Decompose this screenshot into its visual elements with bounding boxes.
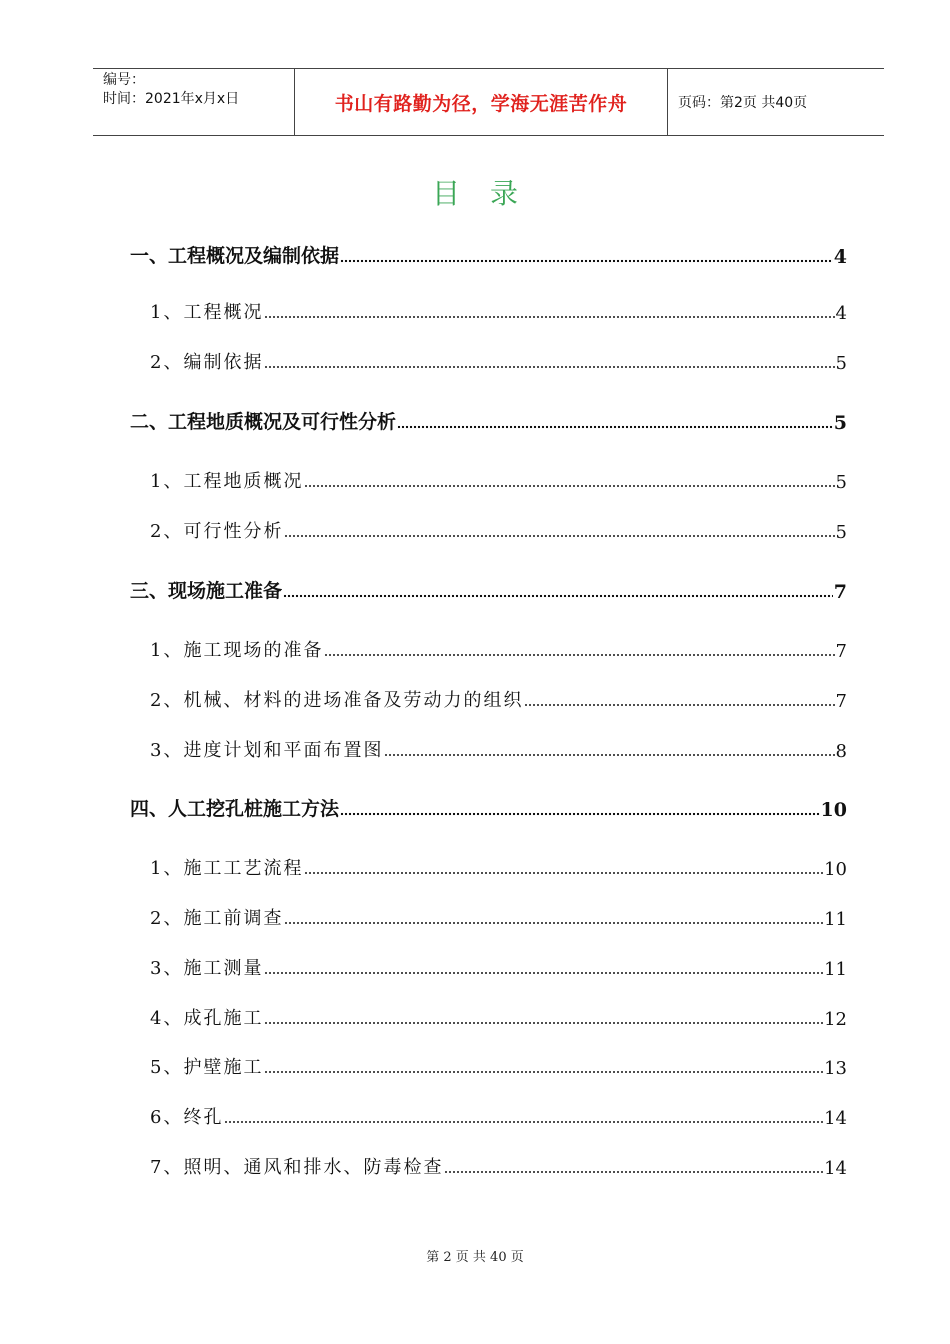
toc-dot-leader — [264, 315, 834, 319]
toc-section-entry[interactable] — [130, 1049, 847, 1079]
number-label: 编号： — [103, 72, 145, 88]
toc-entry-page: 4 — [835, 303, 847, 324]
toc-entry-label: 2、施工前调查 — [150, 908, 284, 929]
toc-dot-leader — [340, 259, 833, 263]
toc-entry-label: 1、施工工艺流程 — [150, 858, 304, 879]
toc-entry-label: 7、照明、通风和排水、防毒检查 — [150, 1157, 444, 1178]
toc-chapter-entry[interactable] — [130, 404, 847, 434]
toc-dot-leader — [324, 653, 834, 657]
header-page-info: 页码：第2页 共40页 — [678, 95, 808, 111]
toc-entry-page: 13 — [824, 1058, 847, 1079]
toc-section-entry[interactable] — [130, 1099, 847, 1129]
toc-dot-leader — [304, 871, 823, 875]
toc-entry-page: 11 — [824, 909, 847, 930]
toc-section-entry[interactable] — [130, 463, 847, 493]
toc-section-entry[interactable] — [130, 632, 847, 662]
toc-entry-page: 5 — [833, 412, 847, 434]
toc-entry-page: 4 — [833, 246, 847, 268]
toc-dot-leader — [264, 1070, 823, 1074]
toc-chapter-entry[interactable] — [130, 238, 847, 268]
toc-section-entry[interactable] — [130, 732, 847, 762]
toc-dot-leader — [264, 1021, 823, 1025]
toc-entry-label: 四、人工挖孔桩施工方法 — [130, 798, 340, 820]
toc-section-entry[interactable] — [130, 850, 847, 880]
toc-entry-label: 6、终孔 — [150, 1107, 224, 1128]
toc-entry-label: 二、工程地质概况及可行性分析 — [130, 411, 397, 433]
toc-entry-page: 8 — [835, 741, 847, 762]
page-footer: 第 2 页 共 40 页 — [426, 1250, 524, 1265]
toc-dot-leader — [264, 365, 834, 369]
toc-dot-leader — [397, 425, 833, 429]
toc-entry-label: 3、进度计划和平面布置图 — [150, 740, 384, 761]
toc-section-entry[interactable] — [130, 344, 847, 374]
toc-entry-label: 4、成孔施工 — [150, 1008, 264, 1029]
toc-section-entry[interactable] — [130, 294, 847, 324]
toc-dot-leader — [524, 703, 834, 707]
toc-entry-label: 1、工程地质概况 — [150, 471, 304, 492]
toc-section-entry[interactable] — [130, 682, 847, 712]
toc-entry-label: 2、可行性分析 — [150, 521, 284, 542]
toc-entry-page: 7 — [835, 641, 847, 662]
toc-entry-label: 一、工程概况及编制依据 — [130, 245, 340, 267]
time-label: 时间：2021年x月x日 — [103, 91, 240, 107]
toc-dot-leader — [224, 1120, 823, 1124]
toc-section-entry[interactable] — [130, 1149, 847, 1179]
toc-section-entry[interactable] — [130, 900, 847, 930]
toc-dot-leader — [283, 594, 833, 598]
toc-entry-page: 10 — [824, 859, 847, 880]
toc-section-entry[interactable] — [130, 950, 847, 980]
toc-entry-label: 3、施工测量 — [150, 958, 264, 979]
toc-section-entry[interactable] — [130, 1000, 847, 1030]
toc-entry-page: 5 — [835, 472, 847, 493]
toc-dot-leader — [384, 753, 834, 757]
toc-dot-leader — [340, 812, 820, 816]
toc-entry-label: 5、护壁施工 — [150, 1057, 264, 1078]
toc-section-entry[interactable] — [130, 513, 847, 543]
toc-dot-leader — [284, 534, 834, 538]
toc-chapter-entry[interactable] — [130, 791, 847, 821]
toc-entry-page: 7 — [833, 581, 847, 603]
toc-entry-page: 5 — [835, 522, 847, 543]
toc-dot-leader — [284, 921, 823, 925]
toc-dot-leader — [444, 1170, 823, 1174]
motto: 书山有路勤为径，学海无涯苦作舟 — [295, 69, 668, 135]
toc-dot-leader — [304, 484, 834, 488]
toc-entry-page: 12 — [824, 1009, 847, 1030]
toc-dot-leader — [264, 971, 823, 975]
toc-entry-page: 14 — [824, 1158, 847, 1179]
toc-entry-page: 7 — [835, 691, 847, 712]
header-meta-cell — [93, 69, 295, 135]
toc-entry-label: 1、施工现场的准备 — [150, 640, 324, 661]
toc-entry-label: 三、现场施工准备 — [130, 580, 283, 602]
header-table — [93, 68, 884, 136]
toc-entry-label: 2、机械、材料的进场准备及劳动力的组织 — [150, 690, 524, 711]
toc-chapter-entry[interactable] — [130, 573, 847, 603]
toc-title: 目录 — [431, 177, 548, 210]
toc-entry-page: 14 — [824, 1108, 847, 1129]
toc-entry-page: 11 — [824, 959, 847, 980]
toc-entry-label: 1、工程概况 — [150, 302, 264, 323]
toc-entry-page: 5 — [835, 353, 847, 374]
toc-entry-page: 10 — [820, 799, 847, 821]
toc-entry-label: 2、编制依据 — [150, 352, 264, 373]
